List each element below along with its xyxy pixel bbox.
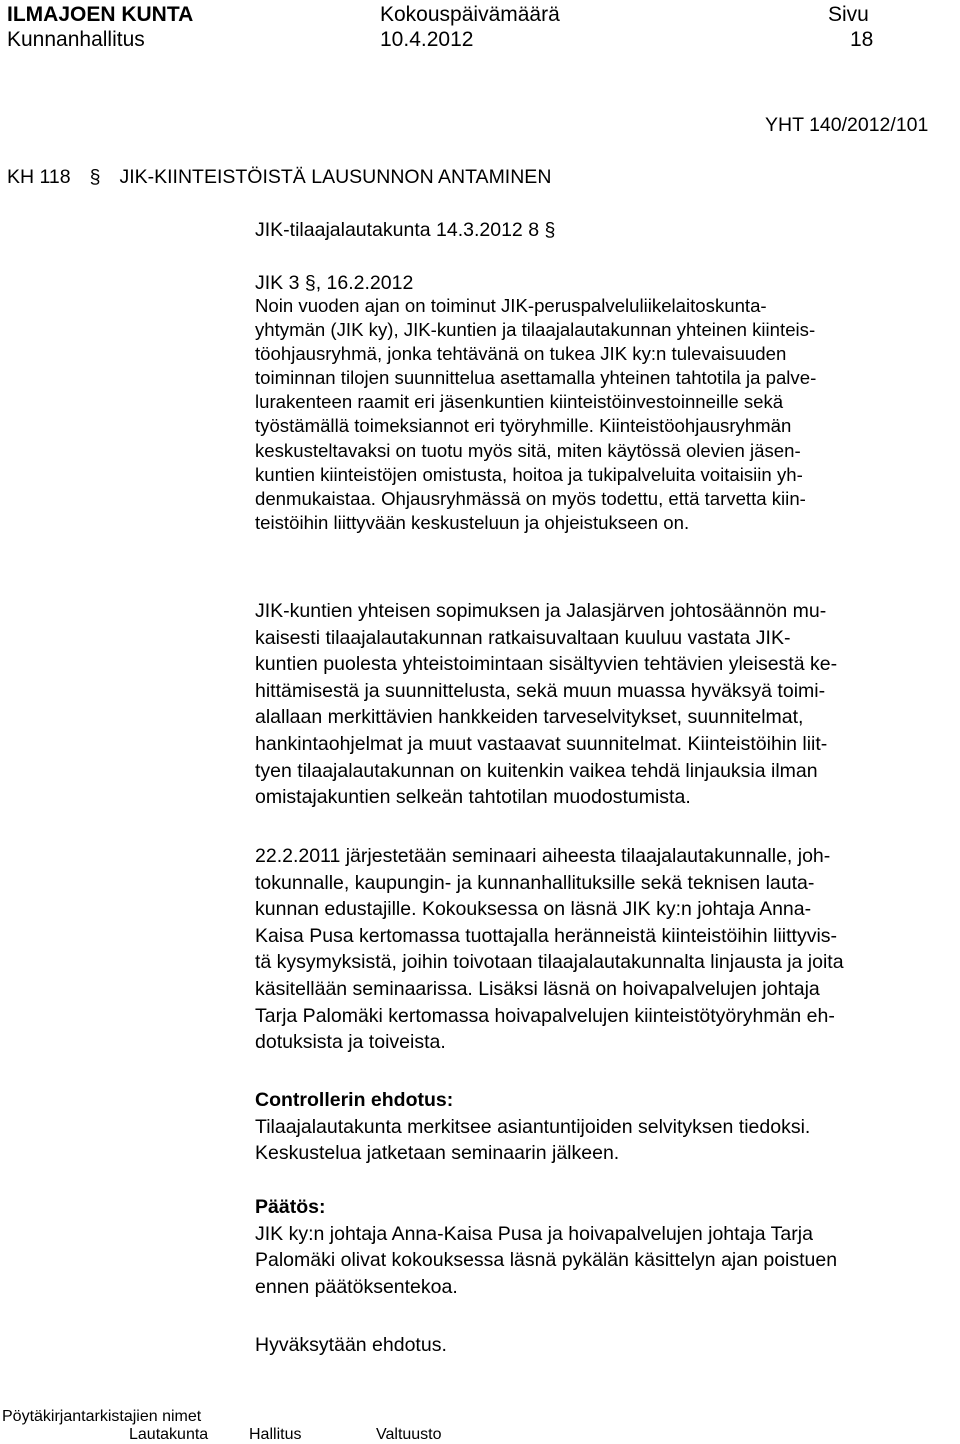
- paragraph-line: tyen tilaajalautakunnan on kuitenkin vaikea tehdä linjauksia ilman: [255, 759, 818, 782]
- paragraph-line: denmukaistaa. Ohjausryhmässä on myös todettu, että tarvetta kiin-: [255, 487, 806, 509]
- paragraph-line: yhtymän (JIK ky), JIK-kuntien ja tilaajalautakunnan yhteinen kiinteis-: [255, 319, 816, 341]
- section-symbol: §: [304, 272, 316, 294]
- paragraph-line: hittämisestä ja suunnittelusta, sekä muun muassa hyväksyä toimi-: [255, 679, 826, 702]
- paragraph-line: käsitellään seminaarissa. Lisäksi läsnä on hoivapalvelujen johtaja: [255, 977, 820, 1000]
- proposal-line: Tilaajalautakunta merkitsee asiantuntijoiden selvityksen tiedoksi.: [255, 1115, 811, 1138]
- meeting-date: 10.4.2012: [380, 28, 474, 51]
- paragraph-line: töohjausryhmä, jonka tehtävänä on tukea JIK ky:n tulevaisuuden: [255, 343, 787, 365]
- checkers-label: Pöytäkirjantarkistajien nimet: [2, 1408, 202, 1425]
- paragraph-line: Noin vuoden ajan on toiminut JIK-peruspalveluliikelaitoskunta-: [255, 295, 767, 316]
- proposal-heading: Controllerin ehdotus:: [255, 1089, 454, 1111]
- decision-heading: Päätös:: [255, 1196, 326, 1218]
- prior-ref-a: JIK 3: [255, 272, 300, 294]
- body-name: Kunnanhallitus: [7, 28, 145, 51]
- proposal-section: [255, 1087, 955, 1167]
- prior-body-text: JIK-tilaajalautakunta 14.3.2012 8: [255, 219, 540, 241]
- page-label: Sivu: [828, 3, 869, 26]
- footer-col-valtuusto: Valtuusto: [376, 1426, 442, 1443]
- paragraph-line: lurakenteen raamit eri jäsenkuntien kiinteistöinvestoinneille sekä: [255, 391, 784, 413]
- reference-number: YHT 140/2012/101: [765, 114, 929, 136]
- paragraph-line: JIK-kuntien yhteisen sopimuksen ja Jalasjärven johtosäännön mu-: [255, 600, 827, 622]
- decision-line: JIK ky:n johtaja Anna-Kaisa Pusa ja hoivapalvelujen johtaja Tarja: [255, 1222, 813, 1245]
- decision-line: Palomäki olivat kokouksessa läsnä pykälän käsittelyn ajan poistuen: [255, 1249, 838, 1272]
- paragraph-line: dotuksista ja toiveista.: [255, 1031, 446, 1054]
- paragraph-line: keskusteltavaksi on tuotu myös sitä, miten käytössä olevien jäsen-: [255, 439, 801, 461]
- footer-col-hallitus: Hallitus: [249, 1426, 302, 1443]
- section-symbol: §: [544, 219, 556, 241]
- paragraph-line: tokunnalle, kaupungin- ja kunnanhallituksille sekä teknisen lauta-: [255, 871, 815, 894]
- paragraph-line: 22.2.2011 järjestetään seminaari aiheesta tilaajalautakunnalle, joh-: [255, 845, 831, 867]
- prior-ref: [255, 270, 413, 297]
- paragraph-line: teistöihin liittyvään keskusteluun ja ohjeistukseen on.: [255, 511, 690, 533]
- paragraph-line: Kaisa Pusa kertomassa tuottajalla heränneistä kiinteistöihin liittyvis-: [255, 924, 838, 947]
- proposal-line: Keskustelua jatketaan seminaarin jälkeen.: [255, 1142, 620, 1165]
- prior-body: [255, 217, 555, 244]
- paragraph-line: tä kysymyksistä, joihin toivotaan tilaajalautakunnalta linjausta ja joita: [255, 951, 844, 974]
- section-symbol: §: [89, 166, 101, 188]
- page-number: 18: [850, 28, 874, 51]
- item-title-row: [7, 164, 551, 191]
- item-number: KH 118: [7, 166, 71, 188]
- paragraph-1: [255, 294, 955, 535]
- paragraph-line: työstämällä toimeksiannot eri työryhmille. Kiinteistöohjausryhmän: [255, 415, 792, 437]
- decision-line: ennen päätöksentekoa.: [255, 1275, 458, 1298]
- date-label: Kokouspäivämäärä: [380, 3, 560, 26]
- paragraph-line: toiminnan tilojen suunnittelua asettamalla yhteinen tahtotila ja palve-: [255, 367, 817, 389]
- paragraph-3: [255, 843, 955, 1056]
- paragraph-line: Tarja Palomäki kertomassa hoivapalvelujen kiinteistötyöryhmän eh-: [255, 1004, 835, 1027]
- approval-text: Hyväksytään ehdotus.: [255, 1334, 447, 1356]
- paragraph-2: [255, 598, 955, 811]
- prior-ref-b: , 16.2.2012: [315, 272, 414, 294]
- org-name: ILMAJOEN KUNTA: [7, 3, 194, 26]
- paragraph-line: kuntien puolesta yhteistoimintaan sisältyvien tehtävien yleisestä ke-: [255, 653, 838, 676]
- paragraph-line: hankintaohjelmat ja muut vastaavat suunnitelmat. Kiinteistöihin liit-: [255, 732, 828, 755]
- paragraph-line: omistajakuntien selkeän tahtotilan muodostumista.: [255, 786, 691, 809]
- decision-section: [255, 1194, 955, 1300]
- item-title: JIK-KIINTEISTÖISTÄ LAUSUNNON ANTAMINEN: [119, 166, 552, 188]
- footer-col-lautakunta: Lautakunta: [129, 1426, 209, 1443]
- paragraph-line: kaisesti tilaajalautakunnan ratkaisuvaltaan kuuluu vastata JIK-: [255, 626, 791, 649]
- paragraph-line: alallaan merkittävien hankkeiden tarveselvitykset, suunnitelmat,: [255, 706, 804, 729]
- paragraph-line: kunnan edustajille. Kokouksessa on läsnä JIK ky:n johtaja Anna-: [255, 898, 812, 921]
- paragraph-line: kuntien kiinteistöjen omistusta, hoitoa ja tukipalveluita voitaisiin yh-: [255, 463, 803, 485]
